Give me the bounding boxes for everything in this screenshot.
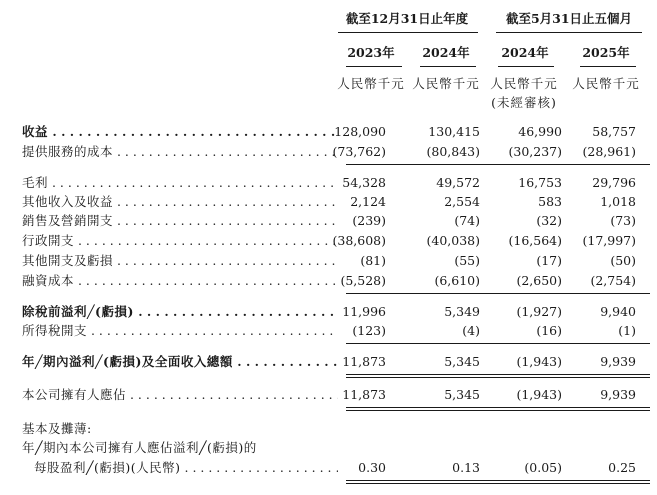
row-value: 2,554 [444,194,480,209]
year-header-1: 2023年 [347,45,395,60]
table-row-finance-costs [0,272,657,290]
row-value: (50) [610,253,636,268]
row-value: (38,608) [332,233,386,248]
row-value: 46,990 [518,124,562,139]
row-value: (6,610) [434,273,480,288]
eps-heading: 基本及攤薄: [22,421,92,436]
subtotal-rule [346,343,650,344]
table-row-total-comprehensive-income [0,353,657,371]
eps-description-line2: 每股盈利╱(虧損)(人民幣) . . . [34,459,338,477]
row-value: (1,927) [516,304,562,319]
row-value: 9,939 [600,387,636,402]
unit-header-2: 人民幣千元 [412,76,480,91]
row-value: (1) [618,323,636,338]
row-value: 29,796 [592,175,636,190]
row-value: 583 [538,194,562,209]
year-rule-2 [420,66,476,67]
row-value: (16) [536,323,562,338]
row-value: (55) [454,253,480,268]
row-value: (73) [610,213,636,228]
eps-value: (0.05) [524,460,562,475]
year-header-4: 2025年 [582,45,630,60]
table-row-gross-profit [0,174,657,192]
row-value: 9,939 [600,354,636,369]
row-value: (123) [352,323,386,338]
row-value: 2,124 [350,194,386,209]
row-value: 9,940 [600,304,636,319]
row-label: 本公司擁有人應佔 . . . [22,386,338,404]
row-value: (17) [536,253,562,268]
year-rule-4 [580,66,636,67]
double-rule-top [346,407,650,408]
row-label: 其他收入及收益 . . . [22,193,338,211]
double-rule-top [346,374,650,375]
row-value: (2,650) [516,273,562,288]
table-row-attributable-to-owners [0,386,657,404]
row-value: (1,943) [516,354,562,369]
row-value: 1,018 [600,194,636,209]
eps-value: 0.30 [358,460,386,475]
row-value: (81) [360,253,386,268]
row-label: 其他開支及虧損 . . . [22,252,338,270]
row-label: 提供服務的成本 . . . [22,143,338,161]
row-value: (2,754) [590,273,636,288]
eps-description-line1: 年╱期內本公司擁有人應佔溢利╱(虧損)的 [22,440,257,455]
row-label: 年╱期內溢利╱(虧損)及全面收入總額 . . . [22,353,338,371]
eps-value: 0.13 [452,460,480,475]
table-row-profit-before-tax [0,303,657,321]
double-rule-bottom [346,377,650,378]
subtotal-rule [346,164,650,165]
header-group-rule-fy [338,32,478,33]
double-rule-bottom [346,483,650,484]
year-header-3: 2024年 [501,45,549,60]
row-value: (74) [454,213,480,228]
row-value: 58,757 [592,124,636,139]
row-value: (1,943) [516,387,562,402]
row-value: 5,345 [444,354,480,369]
table-row-selling-expenses [0,212,657,230]
row-value: (40,038) [426,233,480,248]
row-value: 49,572 [436,175,480,190]
row-value: (17,997) [582,233,636,248]
table-row-cost-of-services [0,143,657,161]
table-row-revenue [0,123,657,141]
row-value: (4) [462,323,480,338]
double-rule-bottom [346,410,650,411]
row-value: (239) [352,213,386,228]
year-rule-1 [346,66,402,67]
unit-header-3: 人民幣千元 [490,76,558,91]
row-value: 11,996 [342,304,386,319]
row-label: 除稅前溢利╱(虧損) . . . [22,303,338,321]
table-row-eps [0,459,657,477]
period-group-fy: 截至12月31日止年度 [345,11,469,26]
row-value: 128,090 [334,124,386,139]
subtotal-rule [346,293,650,294]
row-value: (32) [536,213,562,228]
period-group-5m: 截至5月31日止五個月 [505,11,633,26]
table-row-other-income [0,193,657,211]
unaudited-note: (未經審核) [491,95,557,110]
year-rule-3 [498,66,554,67]
header-group-rule-5m [496,32,642,33]
year-header-2: 2024年 [422,45,470,60]
row-value: 130,415 [428,124,480,139]
row-value: (30,237) [508,144,562,159]
row-label: 銷售及營銷開支 . . . [22,212,338,230]
row-value: 5,349 [444,304,480,319]
row-value: (80,843) [426,144,480,159]
eps-value: 0.25 [608,460,636,475]
row-value: (5,528) [340,273,386,288]
row-label: 融資成本 . . . [22,272,338,290]
row-value: 11,873 [342,387,386,402]
row-label: 收益 . . . [22,123,338,141]
table-row-other-expenses [0,252,657,270]
row-value: (28,961) [582,144,636,159]
row-value: (73,762) [332,144,386,159]
row-value: (16,564) [508,233,562,248]
row-value: 54,328 [342,175,386,190]
row-label: 行政開支 . . . [22,232,338,250]
row-label: 所得稅開支 . . . [22,322,338,340]
table-row-admin-expenses [0,232,657,250]
unit-header-4: 人民幣千元 [572,76,640,91]
unit-header-1: 人民幣千元 [337,76,405,91]
row-label: 毛利 . . . [22,174,338,192]
double-rule-top [346,480,650,481]
row-value: 5,345 [444,387,480,402]
row-value: 16,753 [518,175,562,190]
table-row-income-tax [0,322,657,340]
row-value: 11,873 [342,354,386,369]
